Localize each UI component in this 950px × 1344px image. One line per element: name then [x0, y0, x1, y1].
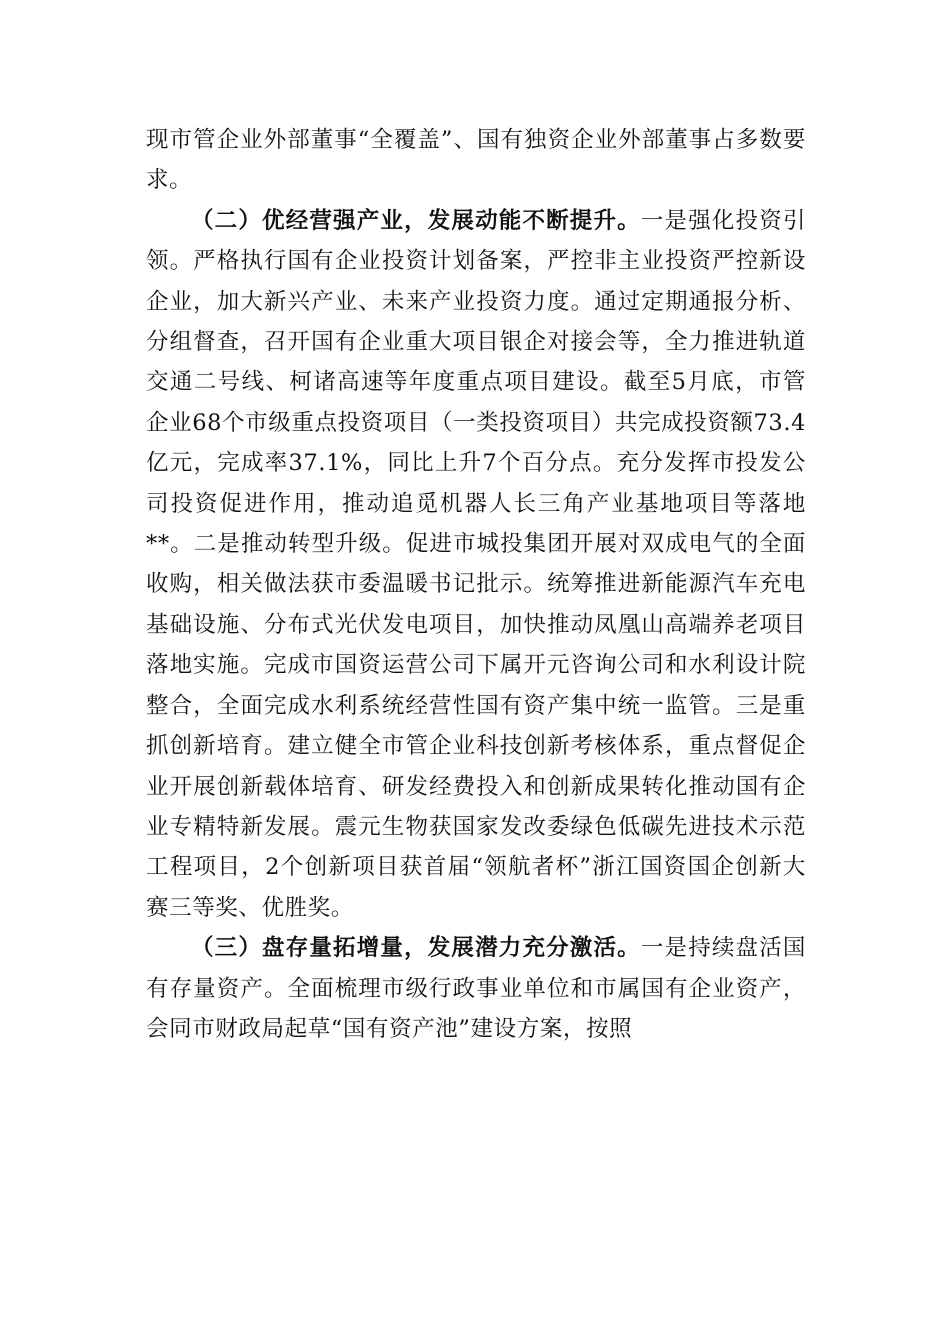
paragraph-continuation: [146, 120, 806, 201]
paragraph-section-3: [146, 928, 806, 1049]
paragraph-text: 现市管企业外部董事“全覆盖”、国有独资企业外部董事占多数要求。: [146, 127, 806, 194]
paragraph-section-2: [146, 201, 806, 928]
section-heading: （二）优经营强产业，发展动能不断提升。: [191, 207, 641, 234]
paragraph-text: 一是强化投资引领。严格执行国有企业投资计划备案，严控非主业投资严控新设企业，加大新兴产业、未来产业投资力度。通过定期通报分析、分组督查，召开国有企业重大项目银企对接会等，全力推进轨道交通二号线、柯诸高速等年度重点项目建设。截至5月底，市管企业68个市级重点投资项目（一类投资项目）共完成投资额73.4亿元，完成率37.1%，同比上升7个百分点。充分发挥市投发公司投资促进作用，推动追觅机器人长三角产业基地项目等落地**。二是推动转型升级。促进市城投集团开展对双成电气的全面收购，相关做法获市委温暖书记批示。统筹推进新能源汽车充电基础设施、分布式光伏发电项目，加快推动凤凰山高端养老项目落地实施。完成市国资运营公司下属开元咨询公司和水利设计院整合，全面完成水利系统经营性国有资产集中统一监管。三是重抓创新培育。建立健全市管企业科技创新考核体系，重点督促企业开展创新载体培育、研发经费投入和创新成果转化推动国有企业专精特新发展。震元生物获国家发改委绿色低碳先进技术示范工程项目，2个创新项目获首届“领航者杯”浙江国资国企创新大赛三等奖、优胜奖。: [146, 207, 806, 921]
paragraph-text: 一是持续盘活国有存量资产。全面梳理市级行政事业单位和市属国有企业资产，会同市财政局起草“国有资产池”建设方案，按照: [146, 935, 806, 1042]
document-body: [146, 120, 806, 1049]
section-heading: （三）盘存量拓增量，发展潜力充分激活。: [191, 935, 641, 962]
